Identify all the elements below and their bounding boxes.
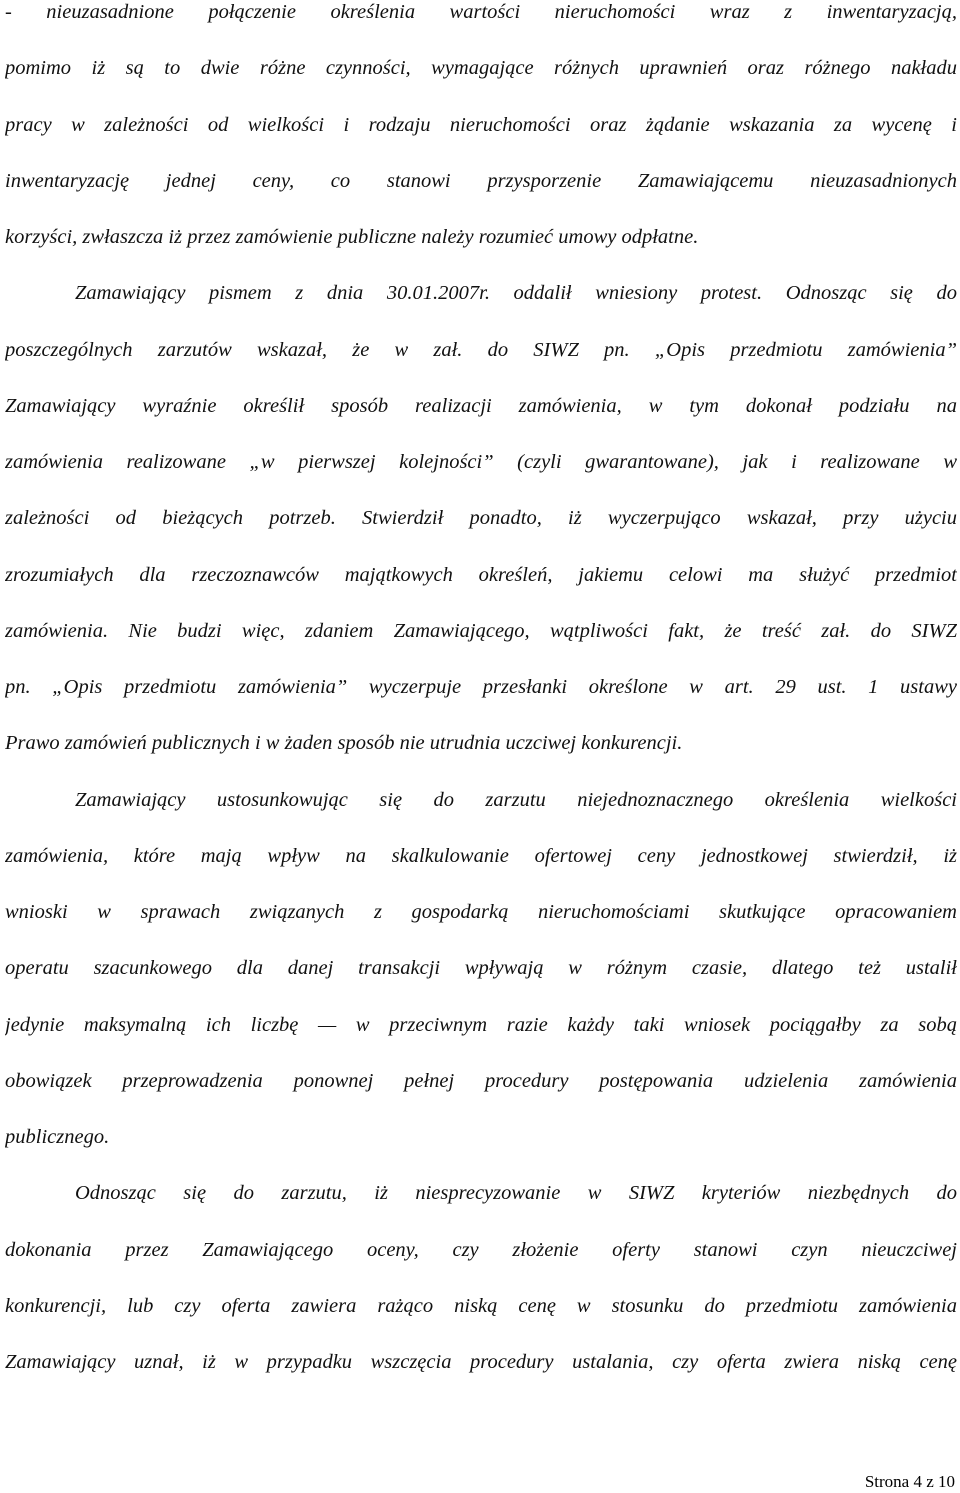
text-line: Zamawiający wyraźnie określił sposób realizacji zamówienia, w tym dokonał podziału na [5, 395, 957, 417]
text-line: Zamawiający pismem z dnia 30.01.2007r. oddalił wniesiony protest. Odnosząc się do [75, 282, 957, 304]
text-line: Prawo zamówień publicznych i w żaden sposób nie utrudnia uczciwej konkurencji. [5, 732, 683, 754]
text-line: zależności od bieżących potrzeb. Stwierdził ponadto, iż wyczerpująco wskazał, przy użyciu [5, 507, 957, 529]
text-line: zrozumiałych dla rzeczoznawców majątkowych określeń, jakiemu celowi ma służyć przedmiot [5, 564, 957, 586]
text-line: korzyści, zwłaszcza iż przez zamówienie publiczne należy rozumieć umowy odpłatne. [5, 226, 699, 248]
text-line: dokonania przez Zamawiającego oceny, czy złożenie oferty stanowi czyn nieuczciwej [5, 1239, 957, 1261]
text-line: Zamawiający uznał, iż w przypadku wszczęcia procedury ustalania, czy oferta zwiera niską cenę [5, 1351, 957, 1373]
document-page [5, 0, 957, 1493]
text-line: zamówienia. Nie budzi więc, zdaniem Zamawiającego, wątpliwości fakt, że treść zał. do SIWZ [5, 620, 957, 642]
text-line: operatu szacunkowego dla danej transakcji wpływają w różnym czasie, dlatego też ustalił [5, 957, 957, 979]
page-number: Strona 4 z 10 [864, 1472, 955, 1491]
text-line: publicznego. [5, 1126, 110, 1148]
text-line: jedynie maksymalną ich liczbę — w przeciwnym razie każdy taki wniosek pociągałby za sobą [5, 1014, 957, 1036]
text-line: pracy w zależności od wielkości i rodzaju nieruchomości oraz żądanie wskazania za wycenę i [5, 114, 957, 136]
text-line: Zamawiający ustosunkowując się do zarzutu niejednoznacznego określenia wielkości [75, 789, 957, 811]
text-line: - nieuzasadnione połączenie określenia wartości nieruchomości wraz z inwentaryzacją, [5, 1, 957, 23]
text-line: inwentaryzację jednej ceny, co stanowi przysporzenie Zamawiającemu nieuzasadnionych [5, 170, 957, 192]
text-line: Odnosząc się do zarzutu, iż niesprecyzowanie w SIWZ kryteriów niezbędnych do [75, 1182, 957, 1204]
text-line: zamówienia realizowane „w pierwszej kolejności” (czyli gwarantowane), jak i realizowane w [5, 451, 957, 473]
text-line: poszczególnych zarzutów wskazał, że w zał. do SIWZ pn. „Opis przedmiotu zamówienia” [5, 339, 957, 361]
text-line: wnioski w sprawach związanych z gospodarką nieruchomościami skutkujące opracowaniem [5, 901, 957, 923]
text-line: obowiązek przeprowadzenia ponownej pełnej procedury postępowania udzielenia zamówienia [5, 1070, 957, 1092]
text-line: zamówienia, które mają wpływ na skalkulowanie ofertowej ceny jednostkowej stwierdził, iż [5, 845, 957, 867]
text-line: pomimo iż są to dwie różne czynności, wymagające różnych uprawnień oraz różnego nakładu [5, 57, 957, 79]
text-line: pn. „Opis przedmiotu zamówienia” wyczerpuje przesłanki określone w art. 29 ust. 1 ustawy [5, 676, 957, 698]
text-line: konkurencji, lub czy oferta zawiera rażąco niską cenę w stosunku do przedmiotu zamówienia [5, 1295, 957, 1317]
